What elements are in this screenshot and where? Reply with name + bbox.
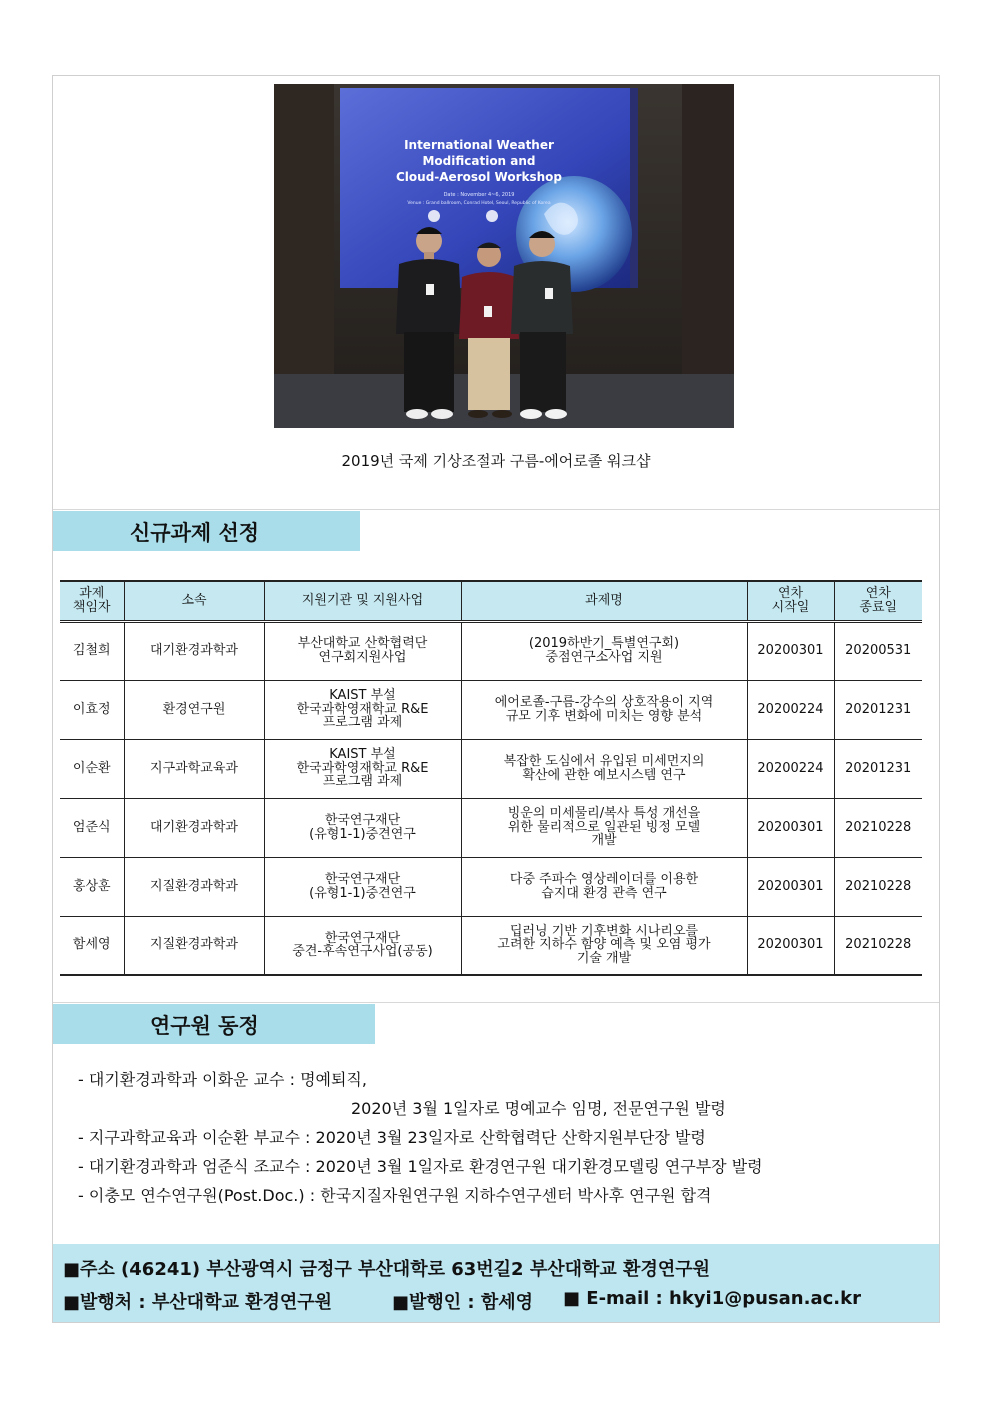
cell-title: 다중 주파수 영상레이더를 이용한 습지대 환경 관측 연구 [461,857,747,916]
projects-section-header [53,511,360,551]
screen-title-line-3: Cloud-Aerosol Workshop [395,170,563,184]
cell-end: 20210228 [834,857,922,916]
staff-section-title: 연구원 동정 [150,1014,259,1038]
table-row [60,680,922,739]
cell-start: 20200301 [747,857,834,916]
cell-title: 에어로졸-구름-강수의 상호작용이 지역 규모 기후 변화에 미치는 영향 분석 [461,680,747,739]
footer-email: ■ E-mail : hkyi1@pusan.ac.kr [563,1288,861,1309]
cell-affiliation: 지질환경과학과 [124,916,264,975]
cell-affiliation: 대기환경과학과 [124,798,264,857]
header-funding: 지원기관 및 지원사업 [264,581,461,621]
table-row [60,798,922,857]
cell-pi: 이효정 [60,680,124,739]
screen-venue: Venue : Grand ballroom, Conrad Hotel, Seoul, Republic of Korea [407,201,551,206]
cell-title: 빙운의 미세물리/복사 특성 개선을 위한 물리적으로 일관된 빙정 모델 개발 [461,798,747,857]
screen-title-line-1: International Weather [404,138,554,152]
cell-start: 20200301 [747,621,834,680]
cell-title: (2019하반기_특별연구회) 중점연구소사업 지원 [461,621,747,680]
cell-funding: 한국연구재단 중견-후속연구사업(공동) [264,916,461,975]
cell-pi: 함세영 [60,916,124,975]
header-end: 연차 종료일 [834,581,922,621]
screen-date: Date : November 4~6, 2019 [443,192,515,198]
staff-news-item: 2020년 3월 1일자로 명예교수 임명, 전문연구원 발령 [351,1099,726,1118]
cell-pi: 이순환 [60,739,124,798]
header-start: 연차 시작일 [747,581,834,621]
table-row [60,739,922,798]
table-row [60,857,922,916]
cell-end: 20210228 [834,916,922,975]
cell-pi: 홍상훈 [60,857,124,916]
footer-address: ■주소 (46241) 부산광역시 금정구 부산대학로 63번길2 부산대학교 환경연구원 [63,1259,710,1280]
section-divider [53,509,939,510]
cell-funding: 부산대학교 산학협력단 연구회지원사업 [264,621,461,680]
cell-start: 20200224 [747,680,834,739]
cell-funding: KAIST 부설 한국과학영재학교 R&E 프로그램 과제 [264,680,461,739]
staff-news-item: - 이충모 연수연구원(Post.Doc.) : 한국지질자원연구원 지하수연구센터 박사후 연구원 합격 [78,1186,712,1205]
cell-funding: 한국연구재단 (유형1-1)중견연구 [264,857,461,916]
cell-end: 20200531 [834,621,922,680]
header-pi: 과제 책임자 [60,581,124,621]
header-affiliation: 소속 [124,581,264,621]
workshop-photo [274,84,734,428]
cell-end: 20210228 [834,798,922,857]
footer-publisher: ■발행처 : 부산대학교 환경연구원 [63,1292,333,1313]
cell-start: 20200301 [747,798,834,857]
cell-affiliation: 대기환경과학과 [124,621,264,680]
staff-section-header [53,1004,375,1044]
cell-pi: 김철희 [60,621,124,680]
footer-info-box [53,1244,939,1322]
cell-funding: KAIST 부설 한국과학영재학교 R&E 프로그램 과제 [264,739,461,798]
table-row [60,916,922,975]
cell-affiliation: 지구과학교육과 [124,739,264,798]
table-header-row [60,581,922,621]
projects-section-title: 신규과제 선정 [130,521,260,545]
staff-news-item: - 지구과학교육과 이순환 부교수 : 2020년 3월 23일자로 산학협력단 산학지원부단장 발령 [78,1128,706,1147]
cell-pi: 엄준식 [60,798,124,857]
cell-end: 20201231 [834,680,922,739]
cell-affiliation: 지질환경과학과 [124,857,264,916]
cell-end: 20201231 [834,739,922,798]
footer-issuer: ■발행인 : 함세영 [392,1292,534,1313]
photo-caption: 2019년 국제 기상조절과 구름-에어로졸 워크샵 [341,452,651,470]
cell-affiliation: 환경연구원 [124,680,264,739]
cell-funding: 한국연구재단 (유형1-1)중견연구 [264,798,461,857]
section-divider [53,1002,939,1003]
projects-table [60,580,922,976]
cell-start: 20200301 [747,916,834,975]
screen-title-line-2: Modification and [422,154,536,168]
staff-news-item: - 대기환경과학과 엄준식 조교수 : 2020년 3월 1일자로 환경연구원 대기환경모델링 연구부장 발령 [78,1157,763,1176]
cell-title: 복잡한 도심에서 유입된 미세먼지의 확산에 관한 예보시스템 연구 [461,739,747,798]
cell-start: 20200224 [747,739,834,798]
header-title: 과제명 [461,581,747,621]
cell-title: 딥러닝 기반 기후변화 시나리오를 고려한 지하수 함양 예측 및 오염 평가 기술 개발 [461,916,747,975]
staff-news-item: - 대기환경과학과 이화운 교수 : 명예퇴직, [78,1070,367,1089]
table-row [60,621,922,680]
